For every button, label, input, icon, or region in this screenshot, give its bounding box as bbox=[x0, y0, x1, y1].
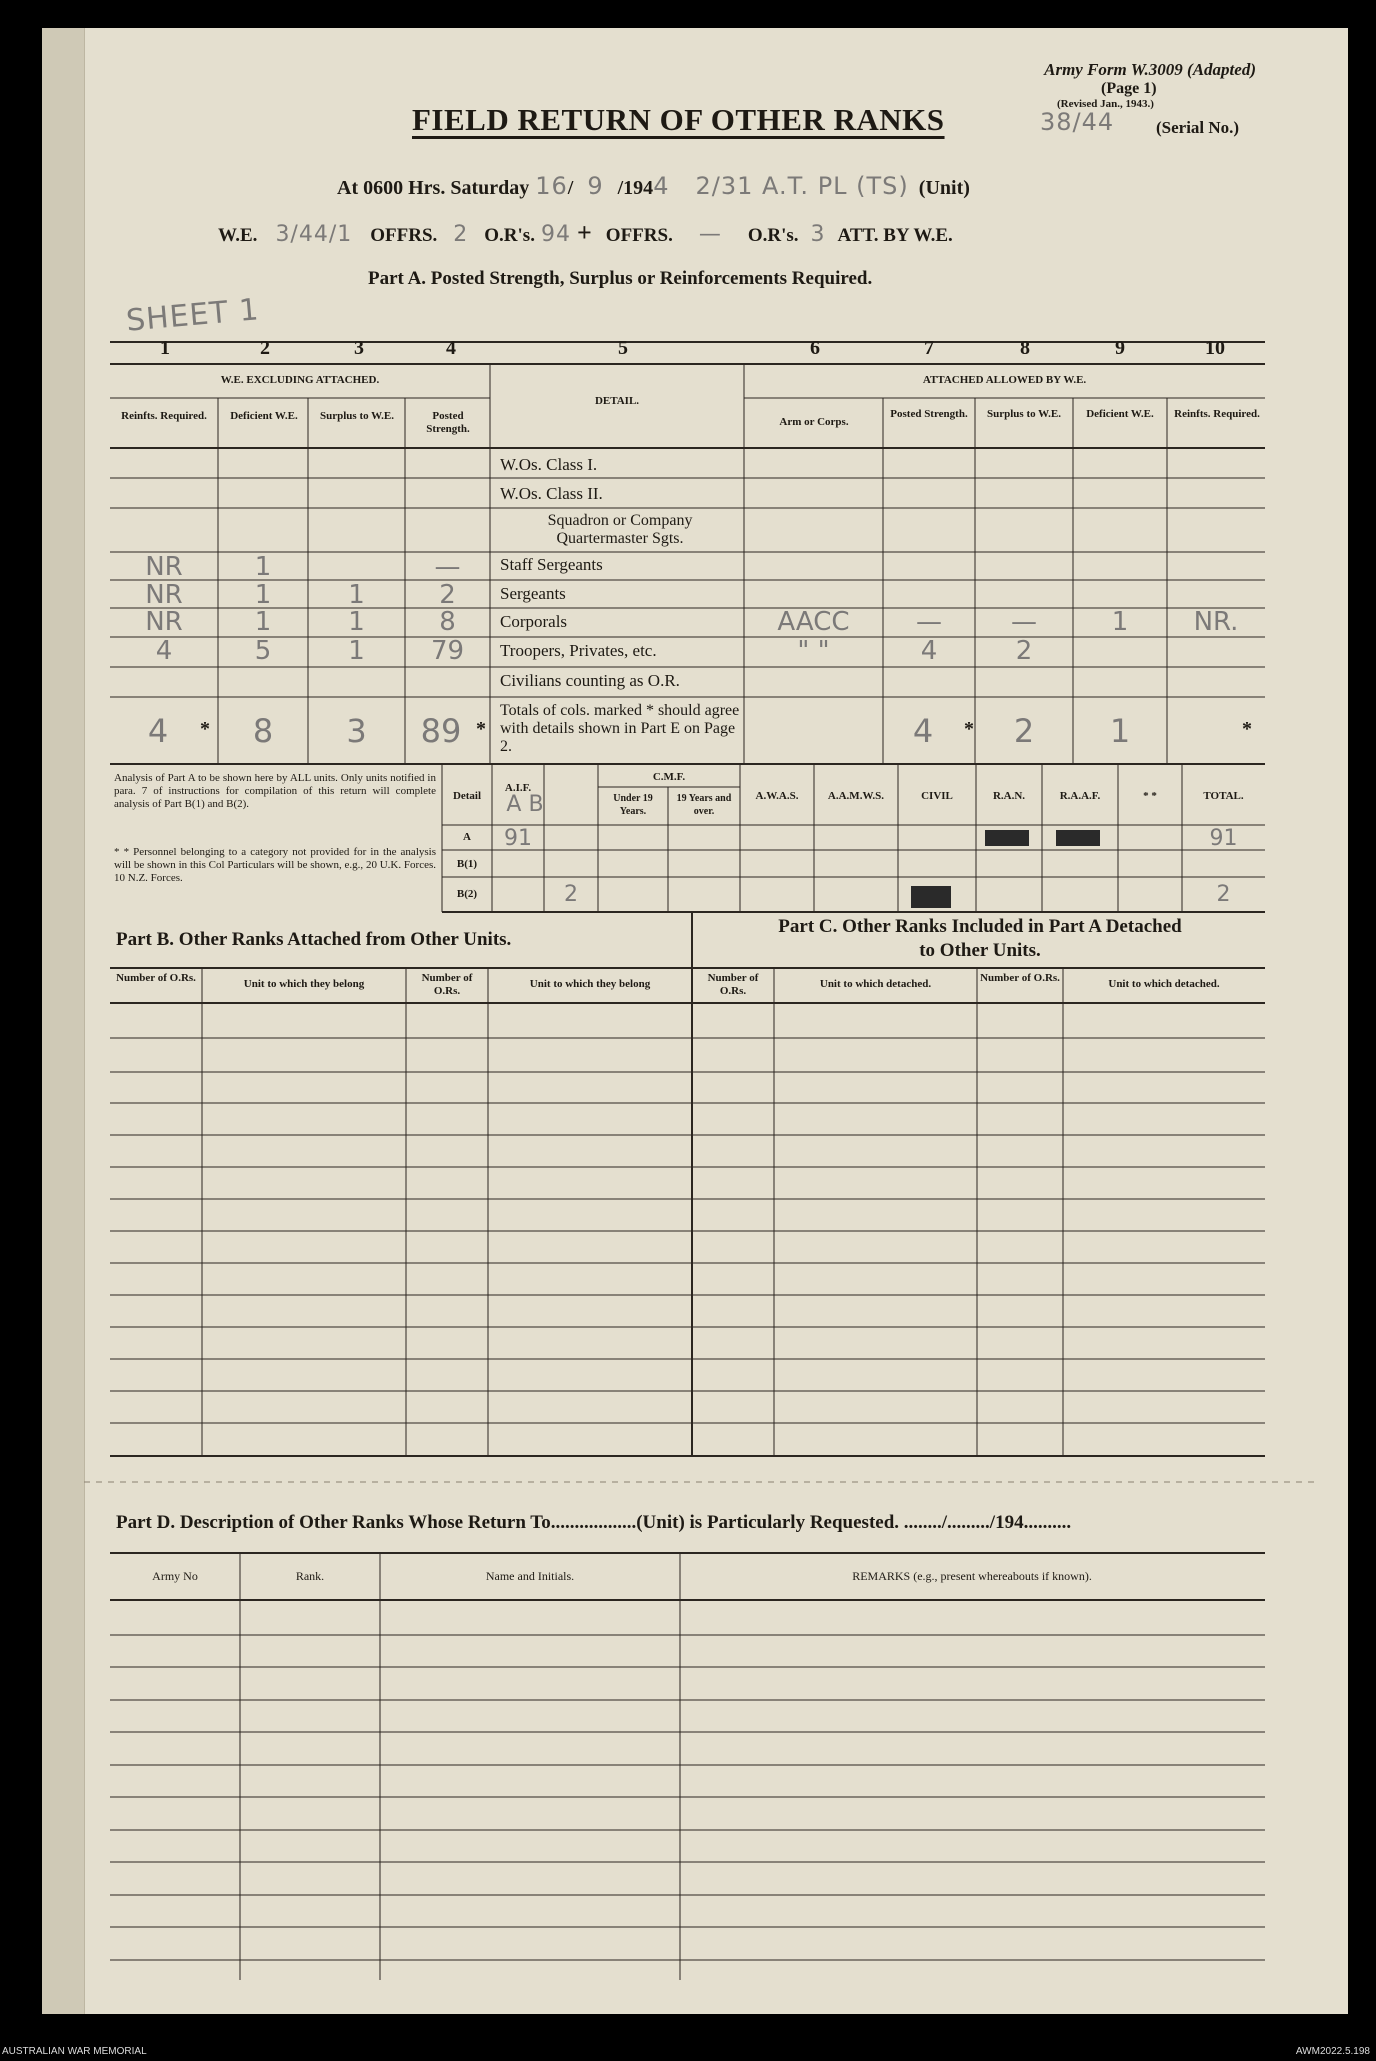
analysis-header: 19 Years and over. bbox=[676, 793, 732, 817]
cell-value: 1 bbox=[348, 607, 365, 637]
totals-label: Totals of cols. marked * should agree with details shown in Part E on Page 2. bbox=[500, 702, 740, 755]
total-value: 4 bbox=[147, 712, 169, 750]
col-number: 10 bbox=[1205, 337, 1225, 359]
analysis-header: Under 19 Years. bbox=[613, 793, 653, 817]
cell-value: 1 bbox=[348, 636, 365, 666]
cell-value: 79 bbox=[430, 636, 465, 666]
analysis-header: A.W.A.S. bbox=[755, 790, 799, 802]
analysis-row-label: B(1) bbox=[456, 858, 478, 870]
row-label: Troopers, Privates, etc. bbox=[500, 641, 657, 660]
analysis-row-label: B(2) bbox=[456, 888, 478, 900]
row-label: W.Os. Class II. bbox=[500, 484, 603, 503]
cell-value: NR. bbox=[1193, 607, 1239, 637]
part-b-header: Unit to which they belong bbox=[243, 978, 365, 990]
row-label: Staff Sergeants bbox=[500, 555, 603, 574]
att-deficient-header: Deficient W.E. bbox=[1086, 408, 1154, 420]
cell-value: NR bbox=[145, 580, 183, 610]
surplus-header: Surplus to W.E. bbox=[320, 410, 394, 422]
cell-value: 2 bbox=[1015, 636, 1033, 666]
cell-value: " " bbox=[797, 636, 830, 666]
date-line: At 0600 Hrs. Saturday 16/ 9 /1944 2/31 A.T. PL (TS) (Unit) bbox=[337, 172, 970, 200]
detail-header: DETAIL. bbox=[594, 395, 640, 407]
total-value: 4 bbox=[912, 712, 934, 750]
total-value: 2 bbox=[1013, 712, 1035, 750]
part-c-header: Unit to which detached. bbox=[1108, 978, 1220, 990]
deficient-header: Deficient W.E. bbox=[230, 410, 298, 422]
cell-value: 1 bbox=[254, 580, 272, 610]
posted-strength-header: Posted Strength. bbox=[426, 410, 470, 435]
form-title: FIELD RETURN OF OTHER RANKS bbox=[412, 102, 945, 137]
blocked-cell bbox=[985, 830, 1029, 846]
reinforcements-header: Reinfts. Required. bbox=[121, 410, 207, 422]
row-label: Squadron or Company Quartermaster Sgts. bbox=[547, 512, 693, 547]
arm-corps-header: Arm or Corps. bbox=[779, 416, 849, 428]
analysis-row-label: A bbox=[463, 831, 471, 843]
page-number: (Page 1) bbox=[1101, 80, 1157, 97]
part-d-header: Name and Initials. bbox=[485, 1569, 575, 1583]
star-mark: * bbox=[1242, 718, 1252, 740]
part-d-header: Rank. bbox=[295, 1569, 325, 1583]
col-number: 3 bbox=[354, 337, 364, 359]
cell-value: AACC bbox=[777, 607, 850, 637]
cell-value: 1 bbox=[254, 552, 272, 582]
cell-value: — bbox=[1011, 607, 1037, 637]
revision-date: (Revised Jan., 1943.) bbox=[1057, 98, 1154, 110]
cell-value: — bbox=[916, 607, 942, 637]
analysis-header: * * bbox=[1143, 790, 1157, 802]
footer-accession: AWM2022.5.198 bbox=[1295, 2046, 1370, 2057]
blocked-cell bbox=[1056, 830, 1100, 846]
col-number: 2 bbox=[260, 337, 270, 359]
cell-value: — bbox=[434, 552, 461, 582]
analysis-note: Analysis of Part A to be shown here by ALL units. Only units notified in para. 7 of instructions for compilation of this return will complete analysis of Part B(1) and B(2). bbox=[114, 772, 436, 810]
col-number: 4 bbox=[446, 337, 456, 359]
total-value: 3 bbox=[346, 712, 367, 750]
col-number: 9 bbox=[1115, 337, 1125, 359]
analysis-hw-ab: A B bbox=[506, 792, 544, 817]
cell-value: 2 bbox=[439, 580, 456, 610]
att-surplus-header: Surplus to W.E. bbox=[987, 408, 1061, 420]
serial-label: (Serial No.) bbox=[1156, 118, 1240, 137]
analysis-value: 2 bbox=[1216, 882, 1231, 907]
cell-value: 4 bbox=[155, 636, 173, 666]
cell-value: 5 bbox=[254, 636, 272, 666]
att-reinforcements-header: Reinfts. Required. bbox=[1174, 408, 1260, 420]
col-number: 5 bbox=[618, 337, 628, 359]
footer-credit: AUSTRALIAN WAR MEMORIAL bbox=[2, 2046, 147, 2057]
blocked-cell bbox=[911, 886, 951, 908]
attached-allowed-header: ATTACHED ALLOWED BY W.E. bbox=[922, 374, 1087, 386]
analysis-header: R.A.N. bbox=[992, 790, 1026, 802]
form-number: Army Form W.3009 (Adapted) bbox=[1044, 60, 1256, 79]
analysis-header: Detail bbox=[452, 790, 482, 802]
cell-value: 1 bbox=[254, 607, 272, 637]
part-c-header: Unit to which detached. bbox=[819, 978, 932, 990]
sheet-note-hw: SHEET 1 bbox=[124, 292, 261, 339]
part-b-header: Number of O.Rs. bbox=[421, 972, 473, 997]
analysis-header: R.A.A.F. bbox=[1059, 790, 1101, 802]
part-c-heading: Part C. Other Ranks Included in Part A Detached bbox=[778, 916, 1182, 937]
part-c-header: Number of O.Rs. bbox=[707, 972, 759, 997]
part-a-heading: Part A. Posted Strength, Surplus or Reinforcements Required. bbox=[368, 268, 873, 289]
total-value: 1 bbox=[1109, 712, 1131, 750]
total-value: 8 bbox=[252, 712, 274, 750]
cell-value: 1 bbox=[1111, 607, 1129, 637]
analysis-header: A.I.F. bbox=[504, 782, 532, 794]
part-c-heading-2: to Other Units. bbox=[919, 940, 1041, 961]
col-number: 6 bbox=[810, 337, 820, 359]
col-number: 8 bbox=[1020, 337, 1030, 359]
row-label: W.Os. Class I. bbox=[500, 455, 598, 474]
star-mark: * bbox=[476, 718, 486, 740]
att-posted-header: Posted Strength. bbox=[890, 408, 968, 420]
cell-value: 1 bbox=[348, 580, 365, 610]
col-number: 7 bbox=[924, 337, 934, 359]
part-b-header: Unit to which they belong bbox=[529, 978, 651, 990]
analysis-header: TOTAL. bbox=[1203, 790, 1244, 802]
part-d-header: Army No bbox=[152, 1569, 198, 1583]
part-d-heading: Part D. Description of Other Ranks Whose Return To..................(Unit) is Particularly Requested. ......../........./194.......... bbox=[116, 1512, 1072, 1533]
analysis-note-2: * * Personnel belonging to a category not provided for in the analysis will be shown in this Col Particulars will be shown, e.g., 20 U.K. Forces. 10 N.Z. Forces. bbox=[114, 846, 436, 884]
cell-value: NR bbox=[145, 552, 183, 582]
strength-line: W.E. 3/44/1 OFFRS. 2 O.R's. 94 + OFFRS. — O.R's. 3 ATT. BY W.E. bbox=[218, 218, 953, 247]
row-label: Civilians counting as O.R. bbox=[500, 671, 680, 690]
analysis-value: 91 bbox=[504, 826, 532, 851]
star-mark: * bbox=[964, 718, 974, 740]
cell-value: 4 bbox=[920, 636, 938, 666]
part-d-header: REMARKS (e.g., present whereabouts if known). bbox=[852, 1569, 1092, 1583]
cell-value: 8 bbox=[439, 607, 456, 637]
analysis-header: C.M.F. bbox=[652, 771, 686, 783]
cell-value: NR bbox=[145, 607, 183, 637]
serial-number-hw: 38/44 bbox=[1040, 108, 1115, 136]
total-value: 89 bbox=[420, 712, 462, 750]
part-b-header: Number of O.Rs. bbox=[116, 972, 196, 984]
star-mark: * bbox=[200, 718, 210, 740]
part-b-heading: Part B. Other Ranks Attached from Other Units. bbox=[116, 929, 512, 950]
part-c-header: Number of O.Rs. bbox=[980, 972, 1060, 984]
row-label: Sergeants bbox=[500, 584, 566, 603]
we-excluding-header: W.E. EXCLUDING ATTACHED. bbox=[220, 374, 380, 386]
analysis-value: 2 bbox=[564, 882, 578, 907]
analysis-header: A.A.M.W.S. bbox=[827, 790, 885, 802]
row-label: Corporals bbox=[500, 612, 568, 631]
analysis-value: 91 bbox=[1209, 826, 1238, 851]
analysis-header: CIVIL bbox=[921, 790, 953, 802]
col-number: 1 bbox=[160, 337, 170, 359]
